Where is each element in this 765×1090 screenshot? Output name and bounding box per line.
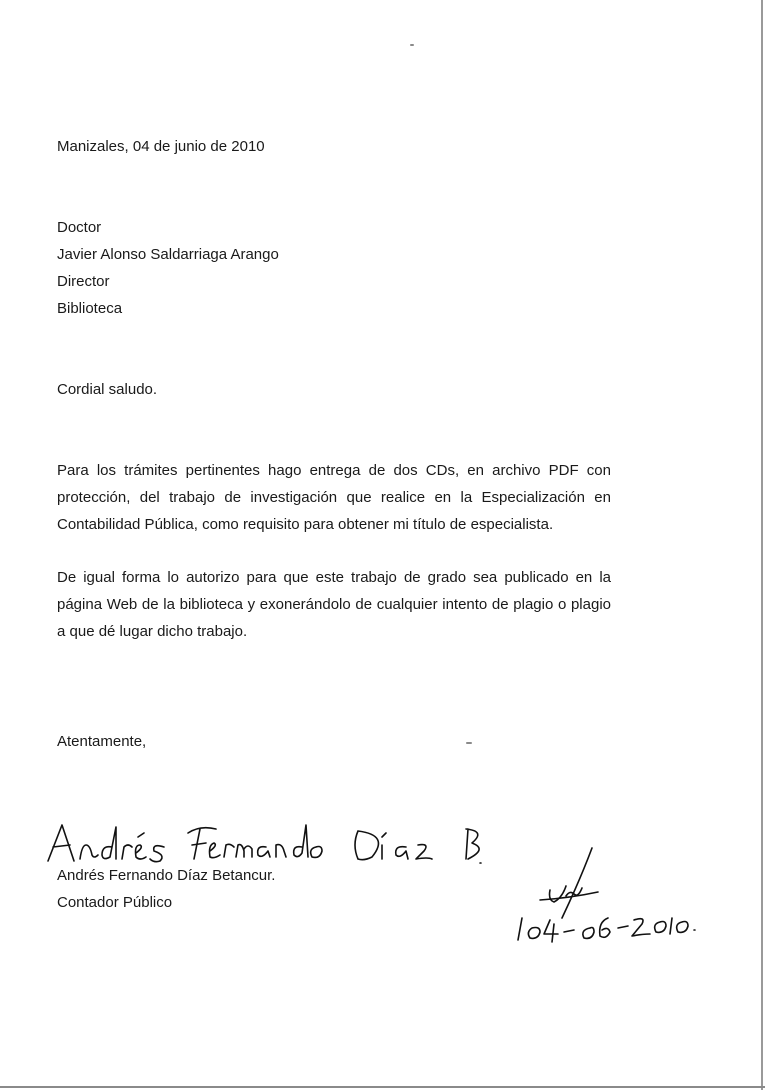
scan-bottom-edge bbox=[0, 1086, 765, 1088]
scan-right-edge bbox=[761, 0, 763, 1090]
scan-speck bbox=[466, 742, 472, 744]
body-paragraph-1: Para los trámites pertinentes hago entrega de dos CDs, en archivo PDF con protección, del trabajo de investigación que realice en la Especialización en Contabilidad Pública, como requisito para obtener mi título de especialista. bbox=[57, 462, 611, 533]
scan-speck bbox=[410, 44, 414, 46]
received-initials-and-date bbox=[510, 840, 700, 950]
recipient-title: Doctor bbox=[57, 219, 102, 236]
recipient-name: Javier Alonso Saldarriaga Arango bbox=[57, 246, 279, 263]
place-and-date: Manizales, 04 de junio de 2010 bbox=[57, 138, 265, 155]
recipient-position: Director bbox=[57, 273, 110, 290]
greeting: Cordial saludo. bbox=[57, 381, 158, 398]
signer-title: Contador Público bbox=[57, 894, 173, 911]
recipient-department: Biblioteca bbox=[57, 300, 123, 317]
signer-name: Andrés Fernando Díaz Betancur. bbox=[57, 867, 276, 884]
body-paragraph-2: De igual forma lo autorizo para que este trabajo de grado sea publicado en la página Web de la biblioteca y exonerándolo de cualquier intento de plagio o plagio a que dé lugar dicho trabajo. bbox=[57, 569, 611, 640]
closing: Atentamente, bbox=[57, 733, 147, 750]
